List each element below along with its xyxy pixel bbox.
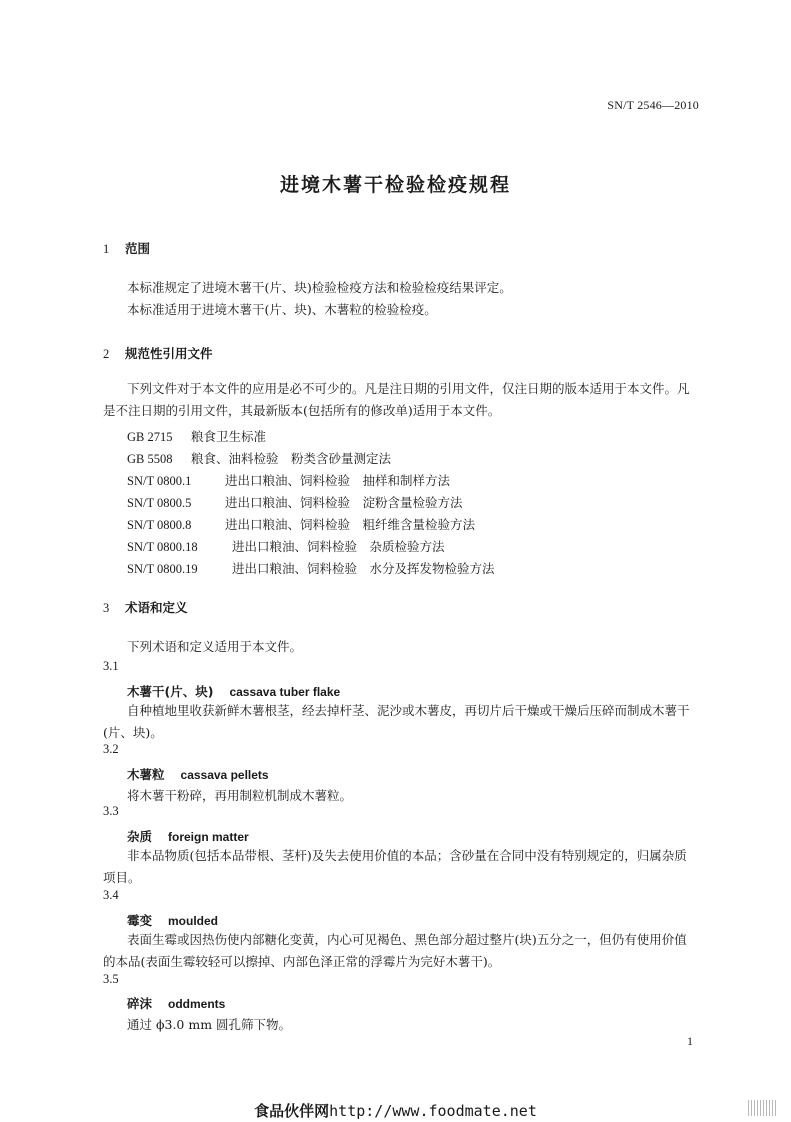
reference-code: SN/T 0800.19: [127, 562, 198, 576]
footer-watermark: [0, 1100, 791, 1121]
term-en: oddments: [168, 997, 226, 1011]
scan-mark: [748, 1100, 778, 1116]
term-zh: 霉变: [127, 913, 153, 928]
footer-url[interactable]: http://www.foodmate.net: [329, 1102, 537, 1120]
reference-item: [127, 449, 391, 467]
term-heading: [127, 826, 249, 845]
clause-number: 3.2: [103, 742, 119, 756]
section-number: 3: [103, 601, 110, 615]
term-definition: 将木薯干粉碎，再用制粒机制成木薯粒。: [127, 788, 353, 803]
term-en: cassava pellets: [180, 768, 269, 782]
clause-number: 3.3: [103, 804, 119, 818]
reference-item: [127, 471, 450, 489]
term-definition: 通过 ϕ3.0 mm 圆孔筛下物。: [127, 1017, 292, 1032]
term-en: moulded: [168, 914, 219, 928]
section-title: 术语和定义: [125, 600, 188, 615]
paragraph: 本标准规定了进境木薯干(片、块)检验检疫方法和检验检疫结果评定。: [127, 280, 512, 295]
section-title: 规范性引用文件: [125, 346, 213, 361]
term-zh: 碎沫: [127, 996, 153, 1011]
reference-code: GB 5508: [127, 452, 173, 466]
term-heading: [127, 681, 340, 700]
term-en: cassava tuber flake: [229, 685, 341, 699]
reference-code: SN/T 0800.8: [127, 518, 192, 532]
reference-title: 进出口粮油、饲料检验 淀粉含量检验方法: [225, 495, 463, 510]
section-heading: [103, 239, 150, 257]
term-en: foreign matter: [168, 830, 249, 844]
section-number: 2: [103, 347, 110, 361]
paragraph: 下列术语和定义适用于本文件。: [127, 639, 303, 654]
paragraph: 下列文件对于本文件的应用是必不可少的。凡是注日期的引用文件，仅注日期的版本适用于本文件。凡是不注日期的引用文件，其最新版本(包括所有的修改单)适用于本文件。: [103, 381, 690, 418]
footer-site-name: 食品伙伴网: [254, 1102, 330, 1120]
reference-title: 粮食、油料检验 粉类含砂量测定法: [191, 451, 392, 466]
term-heading: [127, 993, 225, 1012]
term-heading: [127, 910, 218, 929]
section-number: 1: [103, 242, 110, 256]
reference-code: SN/T 0800.1: [127, 474, 192, 488]
section-title: 范围: [125, 241, 151, 256]
paragraph: 本标准适用于进境木薯干(片、块)、木薯粒的检验检疫。: [127, 302, 437, 317]
reference-code: SN/T 0800.18: [127, 540, 198, 554]
term-zh: 木薯干(片、块): [127, 684, 214, 699]
reference-title: 进出口粮油、饲料检验 杂质检验方法: [232, 539, 445, 554]
term-definition: 自种植地里收获新鲜木薯根茎，经去掉杆茎、泥沙或木薯皮，再切片后干燥或干燥后压碎而制成木薯干(片、块)。: [103, 703, 690, 740]
term-definition: 非本品物质(包括本品带根、茎杆)及失去使用价值的本品；含砂量在合同中没有特别规定的，归属杂质项目。: [103, 848, 687, 885]
reference-item: [127, 515, 475, 533]
reference-item: [127, 427, 266, 445]
clause-number: 3.4: [103, 888, 119, 902]
section-heading: [103, 598, 188, 616]
clause-number: 3.5: [103, 972, 119, 986]
reference-code: SN/T 0800.5: [127, 496, 192, 510]
document-title: 进境木薯干检验检疫规程: [279, 174, 511, 196]
term-zh: 杂质: [127, 829, 153, 844]
reference-title: 粮食卫生标准: [191, 429, 267, 444]
term-definition: 表面生霉或因热伤使内部糖化变黄，内心可见褐色、黑色部分超过整片(块)五分之一，但仍有使用价值的本品(表面生霉较轻可以擦掉、内部色泽正常的浮霉片为完好木薯干)。: [103, 932, 687, 969]
standard-number: SN/T 2546—2010: [607, 98, 699, 112]
reference-code: GB 2715: [127, 430, 173, 444]
reference-title: 进出口粮油、饲料检验 水分及挥发物检验方法: [232, 561, 495, 576]
term-zh: 木薯粒: [127, 767, 165, 782]
reference-title: 进出口粮油、饲料检验 粗纤维含量检验方法: [225, 517, 476, 532]
term-heading: [127, 764, 269, 783]
reference-item: [127, 537, 445, 555]
reference-item: [127, 493, 463, 511]
clause-number: 3.1: [103, 659, 119, 673]
reference-item: [127, 559, 495, 577]
reference-title: 进出口粮油、饲料检验 抽样和制样方法: [225, 473, 451, 488]
page-number: 1: [687, 1034, 693, 1048]
section-heading: [103, 344, 213, 362]
